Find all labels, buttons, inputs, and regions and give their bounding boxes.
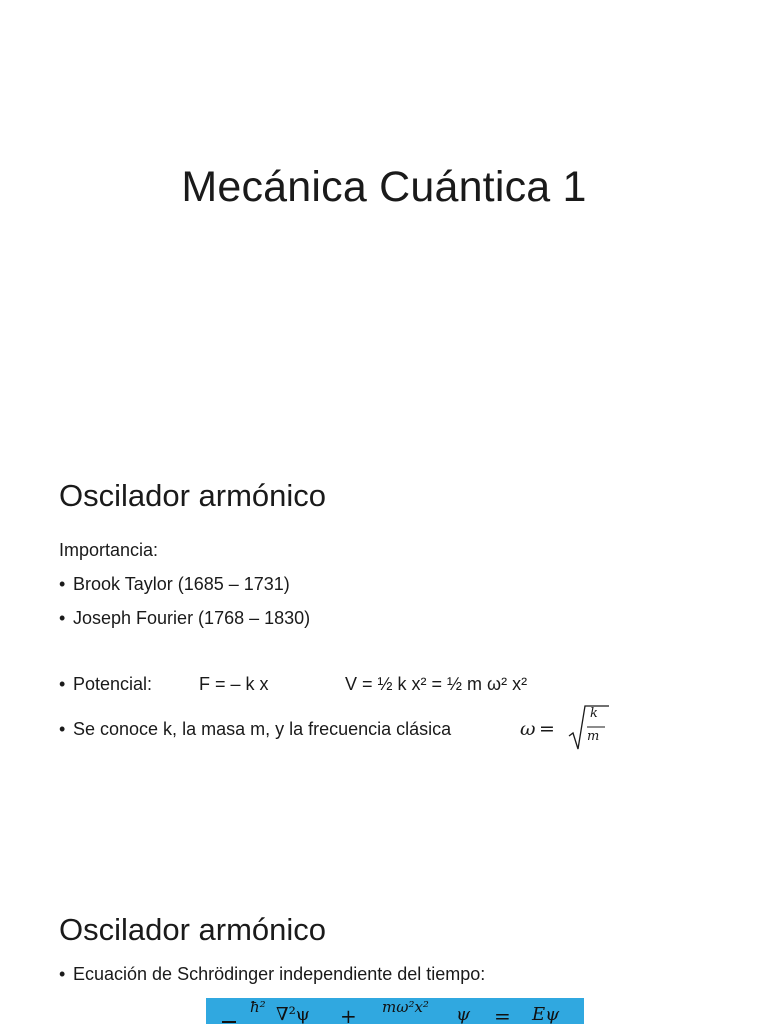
slide-title: Mecánica Cuántica 1 — [181, 163, 587, 211]
energy-psi: Eψ — [532, 1004, 560, 1024]
energy-formula: V = ½ k x² = ½ m ω² x² — [345, 674, 528, 694]
bullet-text: Joseph Fourier (1768 – 1830) — [73, 608, 311, 628]
slide-heading: Oscilador armónico — [59, 478, 327, 513]
bullet-text: Brook Taylor (1685 – 1731) — [73, 574, 290, 594]
psi-term: ψ — [456, 1004, 471, 1024]
potencial-label: Potencial: — [73, 674, 153, 694]
bullet-icon: • — [59, 574, 66, 594]
bullet-icon: • — [59, 719, 66, 739]
slide-oscilador-intro — [0, 432, 768, 864]
slide-heading: Oscilador armónico — [59, 912, 327, 947]
bullet-text: Ecuación de Schrödinger independiente del tiempo: — [73, 964, 486, 984]
schrodinger-equation — [206, 998, 584, 1024]
bullet-icon: • — [59, 608, 66, 628]
intro-label: Importancia: — [59, 540, 159, 560]
m-omega2-x2: mω²x² — [382, 998, 429, 1016]
list-item — [59, 719, 451, 740]
fraction-denominator: m — [587, 729, 600, 744]
list-item — [59, 608, 310, 629]
slide-schrodinger — [0, 864, 768, 1024]
bullet-icon: • — [59, 964, 66, 984]
force-formula: F = – k x — [199, 674, 269, 694]
title-slide — [0, 0, 768, 432]
hbar-squared: ħ² — [250, 998, 266, 1016]
sqrt-fraction — [568, 704, 608, 752]
bullet-text: Se conoce k, la masa m, y la frecuencia clásica — [73, 719, 452, 739]
omega-formula — [520, 704, 610, 754]
list-item — [59, 574, 290, 595]
radical-icon — [568, 704, 610, 752]
potencial-row — [59, 674, 619, 698]
list-item — [59, 964, 485, 985]
equals-sign: = — [539, 718, 555, 740]
bullet-icon: • — [59, 674, 66, 694]
plus-sign: + — [340, 1004, 357, 1024]
omega-symbol: ω — [520, 718, 536, 740]
laplacian-psi: ∇²ψ — [276, 1004, 310, 1024]
fraction-numerator: k — [590, 706, 598, 721]
equals-sign: = — [494, 1004, 511, 1024]
